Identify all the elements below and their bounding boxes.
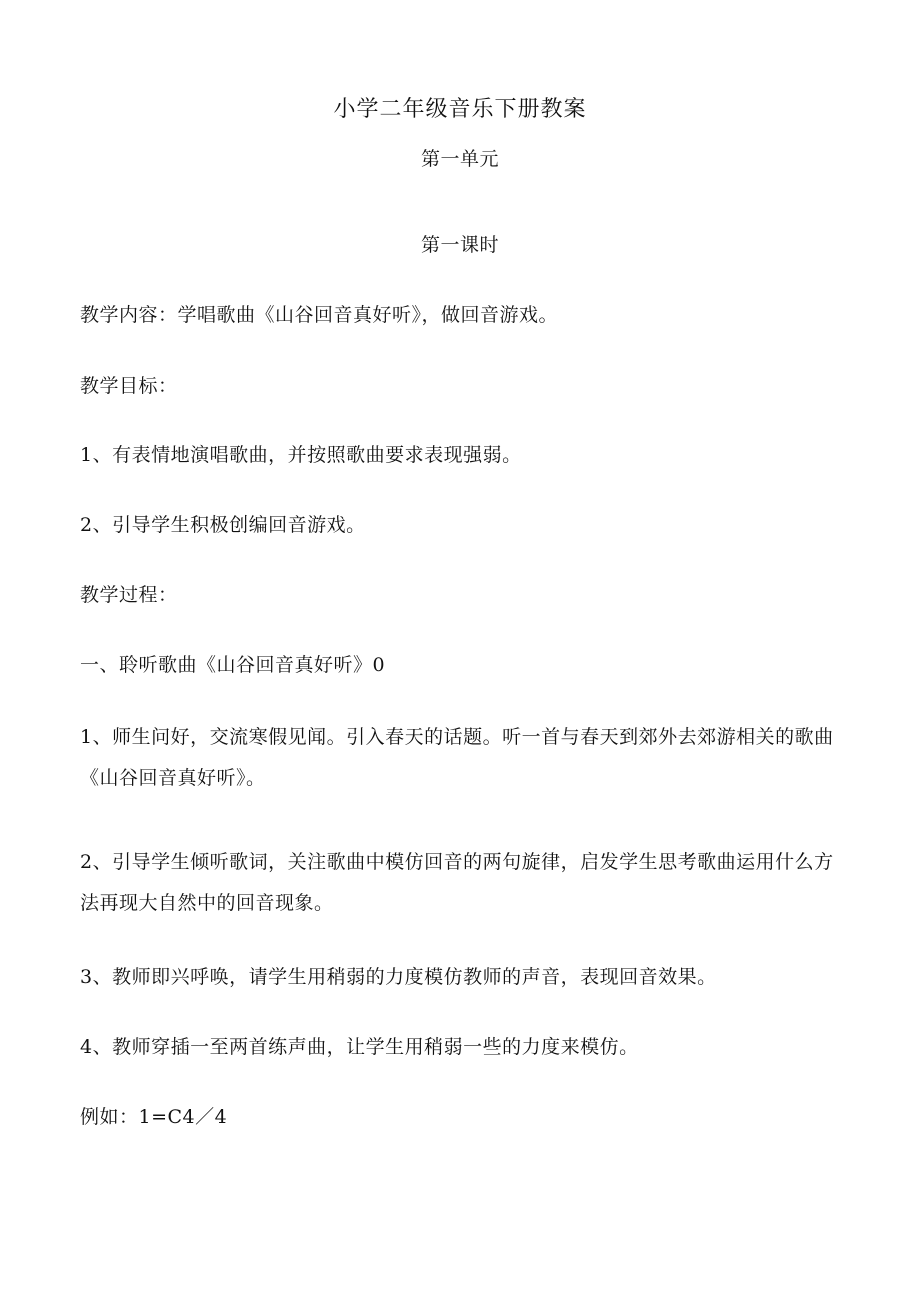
process-heading: 教学过程：	[80, 584, 178, 606]
unit-heading: 第一单元	[420, 148, 499, 170]
goal-item: 1、有表情地演唱歌曲，并按照歌曲要求表现强弱。	[80, 444, 522, 466]
document-title: 小学二年级音乐下册教案	[333, 97, 587, 122]
goals-heading: 教学目标：	[80, 375, 178, 397]
example-notation: 例如：1=C4／4	[80, 1106, 228, 1128]
process-step: 3、教师即兴呼唤，请学生用稍弱的力度模仿教师的声音，表现回音效果。	[80, 966, 717, 988]
section-heading: 一、聆听歌曲《山谷回音真好听》0	[80, 654, 386, 676]
process-step: 2、引导学生倾听歌词，关注歌曲中模仿回音的两句旋律，启发学生思考歌曲运用什么方法再现大自然中的回音现象。	[80, 851, 834, 914]
teaching-content: 教学内容：学唱歌曲《山谷回音真好听》，做回音游戏。	[80, 304, 559, 326]
process-step: 4、教师穿插一至两首练声曲，让学生用稍弱一些的力度来模仿。	[80, 1036, 639, 1058]
goal-item: 2、引导学生积极创编回音游戏。	[80, 514, 366, 536]
lesson-heading: 第一课时	[420, 234, 499, 256]
process-step: 1、师生问好，交流寒假见闻。引入春天的话题。听一首与春天到郊外去郊游相关的歌曲《山谷回音真好听》。	[80, 726, 834, 789]
